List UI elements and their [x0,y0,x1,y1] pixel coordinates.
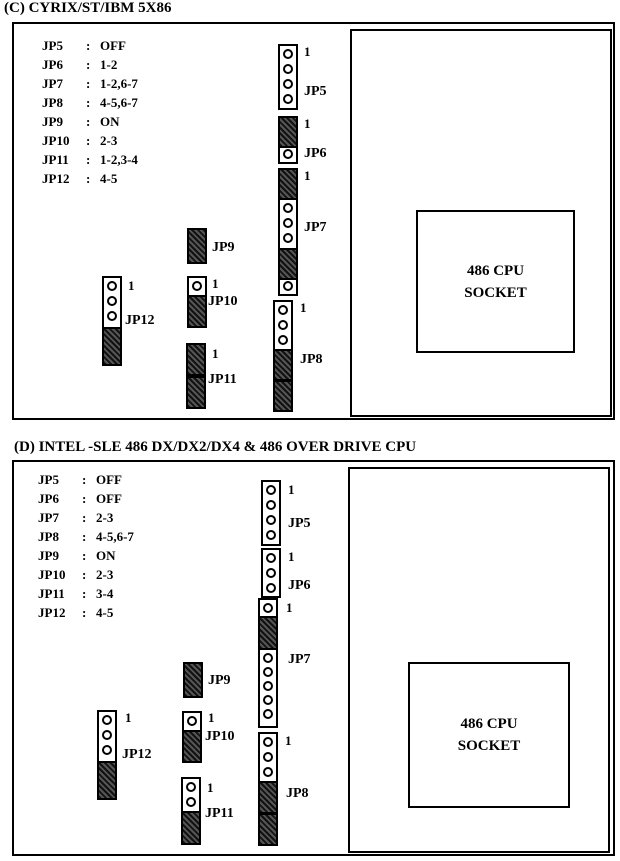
setting-row: JP10 : 2-3 [38,567,114,582]
setting-row: JP8 : 4-5,6-7 [42,95,138,110]
setting-row: JP6 : 1-2 [42,57,118,72]
jumper-cap [273,349,293,381]
setting-value: 2-3 [100,133,118,148]
jumper-jp8 [258,732,278,846]
jumper-pin [102,715,112,725]
jumper-pin [263,709,273,719]
jumper-pin [263,752,273,762]
setting-row: JP9 : ON [42,114,120,129]
jumper-jp6 [261,548,281,598]
jumper-pin [283,49,293,59]
cpu-socket-line2: SOCKET [457,738,521,754]
jumper-pin [266,568,276,578]
setting-key: JP8 [42,95,63,110]
jumper-pin [266,515,276,525]
setting-key: JP8 [38,529,59,544]
pin-one-marker: 1 [207,780,214,795]
jumper-pin [187,716,197,726]
setting-value: 1-2,3-4 [100,152,138,167]
cpu-socket-line1: 486 CPU [466,262,525,279]
setting-value: 4-5 [100,171,118,186]
jumper-label-jp9: JP9 [212,240,235,255]
setting-row: JP8 : 4-5,6-7 [38,529,134,544]
jumper-label-jp7: JP7 [304,220,327,235]
jumper-cap [187,295,207,328]
pin-one-marker: 1 [304,44,311,59]
jumper-cap [181,811,201,845]
setting-value: OFF [96,472,122,487]
jumper-cap [278,168,298,200]
jumper-pin [283,79,293,89]
setting-key: JP10 [38,567,66,582]
jumper-label-jp5: JP5 [304,84,327,99]
jumper-pin [283,64,293,74]
jumper-pin [283,94,293,104]
jumper-pin [283,218,293,228]
jumper-pin [263,667,273,677]
jumper-jp7 [258,598,278,728]
jumper-pin [266,583,276,593]
pin-one-marker: 1 [285,733,292,748]
pin-one-marker: 1 [208,710,215,725]
setting-key: JP9 [38,548,59,563]
jumper-pin [107,311,117,321]
setting-row: JP12 : 4-5 [38,605,114,620]
jumper-jp11 [181,777,201,845]
jumper-cap [186,343,206,376]
pin-one-marker: 1 [288,482,295,497]
jumper-pin [107,296,117,306]
jumper-label-jp5: JP5 [288,516,311,531]
jumper-pin [263,681,273,691]
jumper-label-jp12: JP12 [125,313,155,328]
jumper-label-jp8: JP8 [300,352,323,367]
pin-one-marker: 1 [286,600,293,615]
setting-value: OFF [96,491,122,506]
setting-value: 1-2 [100,57,118,72]
jumper-pin [266,500,276,510]
jumper-pin [102,745,112,755]
setting-key: JP12 [42,171,70,186]
jumper-pin [278,320,288,330]
jumper-cap [273,380,293,412]
setting-row: JP5 : OFF [42,38,126,53]
setting-value: ON [100,114,120,129]
jumper-pin [192,281,202,291]
jumper-pin [278,335,288,345]
jumper-pin [263,603,273,613]
jumper-jp8 [273,300,293,412]
jumper-pin [283,233,293,243]
jumper-label-jp11: JP11 [205,806,234,821]
jumper-pin [263,737,273,747]
jumper-cap [278,116,298,148]
jumper-label-jp9: JP9 [208,673,231,688]
pin-one-marker: 1 [304,116,311,131]
setting-key: JP7 [38,510,59,525]
jumper-cap [258,813,278,846]
pin-one-marker: 1 [125,710,132,725]
jumper-pin [107,281,117,291]
jumper-pin [278,305,288,315]
setting-key: JP7 [42,76,63,91]
jumper-pin [266,530,276,540]
jumper-cap [258,781,278,814]
jumper-pin [283,203,293,213]
setting-key: JP5 [42,38,63,53]
jumper-jp9-cap [183,662,203,698]
setting-row: JP12 : 4-5 [42,171,118,186]
setting-value: 2-3 [96,510,114,525]
jumper-jp9-cap [187,228,207,264]
setting-key: JP10 [42,133,70,148]
setting-row: JP5 : OFF [38,472,122,487]
jumper-label-jp8: JP8 [286,786,309,801]
jumper-jp5 [278,44,298,110]
jumper-label-jp11: JP11 [208,372,237,387]
setting-row: JP6 : OFF [38,491,122,506]
setting-row: JP11 : 1-2,3-4 [42,152,138,167]
jumper-jp10 [182,711,202,763]
setting-key: JP11 [42,152,69,167]
jumper-pin [283,149,293,159]
jumper-cap [278,248,298,280]
jumper-pin [186,797,196,807]
setting-row: JP7 : 2-3 [38,510,114,525]
pin-one-marker: 1 [304,168,311,183]
jumper-label-jp12: JP12 [122,747,152,762]
jumper-cap [102,327,122,366]
jumper-jp11 [186,343,206,409]
setting-key: JP5 [38,472,59,487]
setting-key: JP9 [42,114,63,129]
jumper-cap [97,761,117,800]
jumper-pin [283,281,293,291]
jumper-cap [186,376,206,409]
pin-one-marker: 1 [212,346,219,361]
jumper-jp6 [278,116,298,164]
diagram-c-cpu-socket [416,210,575,353]
setting-value: 4-5 [96,605,114,620]
setting-key: JP6 [42,57,63,72]
setting-row: JP7 : 1-2,6-7 [42,76,138,91]
setting-value: OFF [100,38,126,53]
pin-one-marker: 1 [288,549,295,564]
jumper-jp12 [97,710,117,798]
jumper-jp7 [278,168,298,296]
setting-value: 3-4 [96,586,114,601]
setting-key: JP11 [38,586,65,601]
setting-key: JP6 [38,491,59,506]
jumper-pin [263,653,273,663]
setting-value: 4-5,6-7 [96,529,134,544]
jumper-cap [258,616,278,650]
setting-row: JP11 : 3-4 [38,586,114,601]
diagram-c-title: (C) CYRIX/ST/IBM 5X86 [4,0,172,16]
setting-value: 2-3 [96,567,114,582]
jumper-label-jp10: JP10 [205,729,235,744]
cpu-socket-line1: 486 CPU [460,716,518,732]
setting-value: 1-2,6-7 [100,76,138,91]
jumper-pin [266,553,276,563]
setting-row: JP9 : ON [38,548,116,563]
pin-one-marker: 1 [128,278,135,293]
jumper-label-jp10: JP10 [208,294,238,309]
jumper-cap [182,730,202,763]
jumper-pin [263,695,273,705]
diagram-d-cpu-socket [408,662,570,808]
jumper-jp10 [187,276,207,328]
jumper-jp12 [102,276,122,364]
jumper-pin [186,782,196,792]
jumper-label-jp6: JP6 [304,146,327,161]
jumper-pin [263,767,273,777]
setting-row: JP10 : 2-3 [42,133,118,148]
setting-value: ON [96,548,116,563]
jumper-pin [102,730,112,740]
cpu-socket-line2: SOCKET [464,284,527,301]
setting-key: JP12 [38,605,66,620]
jumper-label-jp7: JP7 [288,652,311,667]
jumper-jp5 [261,480,281,546]
jumper-label-jp6: JP6 [288,578,311,593]
setting-value: 4-5,6-7 [100,95,138,110]
pin-one-marker: 1 [300,300,307,315]
diagram-d-title: (D) INTEL -SLE 486 DX/DX2/DX4 & 486 OVER DRIVE CPU [14,439,417,455]
pin-one-marker: 1 [212,276,219,291]
jumper-pin [266,485,276,495]
